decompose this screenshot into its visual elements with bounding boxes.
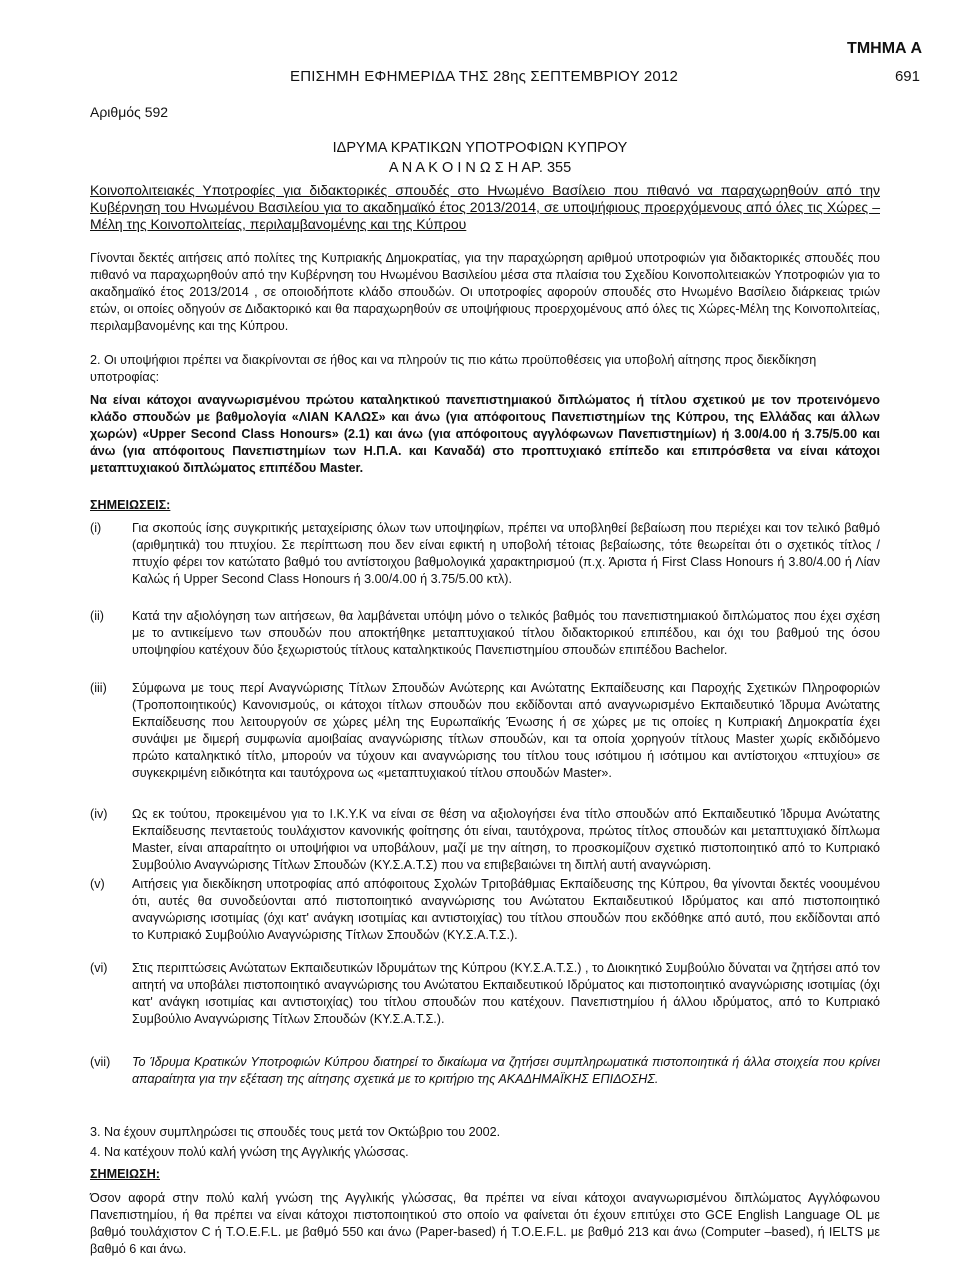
gazette-header: ΕΠΙΣΗΜΗ ΕΦΗΜΕΡΙΔΑ ΤΗΣ 28ης ΣΕΠΤΕΜΒΡΙΟΥ 2012 [290, 68, 679, 85]
note-text: Αιτήσεις για διεκδίκηση υποτροφίας από απόφοιτους Σχολών Τριτοβάθμιας Εκπαίδευσης της Κύπρου, θα γίνονται δεκτές νοουμένου ότι, αυτές θα συνοδεύονται από πιστοποιητικό αναγνώρισης του Ανώτατου Εκπαιδευτικού Ιδρύματος και από πιστοποιητικό αναγνώρισης ισοτιμίας (όχι κατ' ανάγκη ισοτιμίας και αντιστοιχίας) του τίτλου σπουδών που εκδόθηκε από αυτό, που εκδίδονται από το Κυπριακό Συμβούλιο Αναγνώρισης Τίτλων Σπουδών (ΚΥ.Σ.Α.Τ.Σ.). [132, 877, 880, 942]
note-number: (i) [90, 521, 102, 535]
point-3: 3. Να έχουν συμπληρώσει τις σπουδές τους μετά τον Οκτώβριο του 2002. [90, 1125, 501, 1139]
note-text: Για σκοπούς ίσης συγκριτικής μεταχείρισης όλων των υποψηφίων, πρέπει να υποβληθεί βεβαίωση που περιέχει και τον τελικό βαθμό (αριθμητικά) του πτυχίου. Σε περίπτωση που δεν είναι εφικτή η υποβολή τέτοιας βεβαίωσης, τότε θεωρείται ότι ο σχετικός τίτλος / πτυχίο φέρει τον κατώτατο βαθμό του αντίστοιχου βαθμολογικά χαρακτηρισμού (π.χ. Άριστα ή First Class Honours ή 3.80/4.00 ή Λίαν Καλώς ή Upper Second Class Honours ή 3.00/4.00 ή 3.75/5.00 κτλ). [132, 521, 880, 586]
point-4: 4. Να κατέχουν πολύ καλή γνώση της Αγγλικής γλώσσας. [90, 1145, 409, 1159]
intro-paragraph: Γίνονται δεκτές αιτήσεις από πολίτες της Κυπριακής Δημοκρατίας, για την παραχώρηση αριθμού υποτροφιών για διδακτορικές σπουδές που πιθανό να παραχωρηθούν από την Κυβέρνηση του Ηνωμένου Βασιλείου μέσα στα πλαίσια του Σχεδίου Κοινοπολιτειακών Υποτροφιών για το ακαδημαϊκό έτος 2013/2014 , σε οποιοδήποτε κλάδο σπουδών. Οι υποτροφίες αφορούν σπουδές στο Ηνωμένο Βασίλειο διάρκειας τριών ετών, οι οποίες οδηγούν σε Διδακτορικό και θα παραχωρηθούν σε υποψήφιους προερχομένους από όλες τις Χώρες-Μέλη της Κοινοπολιτείας, περιλαμβανομένης και της Κύπρου. [90, 251, 880, 333]
point-2-requirement: Να είναι κάτοχοι αναγνωρισμένου πρώτου καταληκτικού πανεπιστημιακού διπλώματος ή τίτλου σχετικού με τον προτεινόμενο κλάδο σπουδών με βαθμολογία «ΛΙΑΝ ΚΑΛΩΣ» και άνω (για απόφοιτους Πανεπιστημίων της Κύπρου, της Ελλάδας και άλλων χωρών) «Upper Second Class Honours» (2.1) και άνω (για απόφοιτους αγγλόφωνων Πανεπιστημίων) ή 3.00/4.00 ή 3.75/5.00 και άνω (για απόφοιτους Πανεπιστημίων των Η.Π.Α. και Καναδά) στο προπτυχιακό επίπεδο και επιπρόσθετα να είναι κάτοχοι μεταπτυχιακού διπλώματος επιπέδου Master. [90, 393, 880, 475]
note-number: (iii) [90, 681, 107, 695]
page-number: 691 [894, 68, 920, 85]
point-2-number: 2. [90, 353, 101, 367]
notes-heading: ΣΗΜΕΙΩΣΕΙΣ: [90, 498, 171, 512]
section-label: ΤΜΗΜΑ Α [847, 40, 922, 57]
issue-number: Αριθμός 592 [90, 104, 169, 120]
point-2 [90, 352, 880, 386]
note-text: Το Ίδρυμα Κρατικών Υποτροφιών Κύπρου διατηρεί το δικαίωμα να ζητήσει συμπληρωματικά πιστοποιητικά ή άλλα στοιχεία που κρίνει απαραίτητα για την εξέταση της αίτησης σχετικά με το κριτήριο της ΑΚΑΔΗΜΑΪΚΗΣ ΕΠΙΔΟΣΗΣ. [132, 1055, 880, 1086]
point-2-lead: Οι υποψήφιοι πρέπει να διακρίνονται σε ήθος και να πληρούν τις πιο κάτω προϋποθέσεις για υποβολή αίτησης προς διεκδίκηση υποτροφίας: [90, 353, 817, 384]
note-heading: ΣΗΜΕΙΩΣΗ: [90, 1167, 160, 1181]
note-number: (ii) [90, 609, 104, 623]
note-number: (iv) [90, 807, 108, 821]
announcement-title: Κοινοπολιτειακές Υποτροφίες για διδακτορικές σπουδές στο Ηνωμένο Βασίλειο που πιθανό να παραχωρηθούν από την Κυβέρνηση του Ηνωμένου Βασιλείου για το ακαδημαϊκό έτος 2013/2014, σε υποψήφιους προερχόμενους από όλες τις Χώρες – Μέλη της Κοινοπολιτείας, περιλαμβανομένης και της Κύπρου [90, 182, 880, 232]
note-number: (vii) [90, 1055, 111, 1069]
announcement-heading: Α Ν Α Κ Ο Ι Ν Ω Σ Η ΑΡ. 355 [388, 160, 572, 176]
note-text: Σύμφωνα με τους περί Αναγνώρισης Τίτλων Σπουδών Ανώτερης και Ανώτατης Εκπαίδευσης και Παροχής Σχετικών Πληροφοριών (Τροποποιητικούς) Κανονισμούς, οι κάτοχοι τίτλων σπουδών που εκδίδονται από αναγνωρισμένο Εκπαιδευτικό Ίδρυμα Ανώτατης Εκπαίδευσης που λειτουργούν σε χώρες μέλη της Ευρωπαϊκής Ένωσης ή σε χώρες με τις οποίες η Κυπριακή Δημοκρατία έχει συνάψει με διμερή συμφωνία αμοιβαίας αναγνώρισης τίτλων σπουδών, και τα οποία χορηγούν τίτλους Master χωρίς εκδιδόμενο πρώτο καταληκτικό τίτλο, μπορούν να τύχουν και αναγνώρισης του τίτλου τους ισότιμου ή ισότιμου και αντίστοιχου «πτυχίου» σε συγκεκριμένη ειδικότητα και ταυτόχρονα ως «μεταπτυχιακού τίτλου σπουδών Master». [132, 681, 880, 780]
note-number: (v) [90, 877, 105, 891]
note-number: (vi) [90, 961, 108, 975]
english-requirement-note: Όσον αφορά στην πολύ καλή γνώση της Αγγλικής γλώσσας, θα πρέπει να είναι κάτοχοι αναγνωρισμένου διπλώματος Αγγλόφωνου Πανεπιστημίου, ή θα πρέπει να είναι κάτοχοι πιστοποιητικού στο οποίο να φαίνεται ότι έχουν επιτύχει στο GCE English Language OL με βαθμό τουλάχιστον C ή T.O.E.F.L. με βαθμό 550 και άνω (Paper-based) ή T.O.E.F.L. με βαθμό 213 και άνω (Computer –based), ή IELTS με βαθμό 6 και άνω. [90, 1191, 880, 1256]
note-text: Κατά την αξιολόγηση των αιτήσεων, θα λαμβάνεται υπόψη μόνο ο τελικός βαθμός του πανεπιστημιακού διπλώματος που έχει σχέση με το αντικείμενο των σπουδών που αποκτήθηκε μεταπτυχιακού τίτλου διδακτορικού επιπέδου, και όχι του βαθμού της όσου υποψηφίου κατέχουν δύο ξεχωριστούς τίτλους καταληκτικούς Πανεπιστημίου σπουδών επιπέδου Bachelor. [132, 609, 880, 657]
institution-name: ΙΔΡΥΜΑ ΚΡΑΤΙΚΩΝ ΥΠΟΤΡΟΦΙΩΝ ΚΥΠΡΟΥ [332, 140, 628, 156]
note-text: Στις περιπτώσεις Ανώτατων Εκπαιδευτικών Ιδρυμάτων της Κύπρου (ΚΥ.Σ.Α.Τ.Σ.) , το Διοικητικό Συμβούλιο δύναται να ζητήσει από τον αιτητή να υποβάλει πιστοποιητικό αναγνώρισης του Ανώτατου Εκπαιδευτικού Ιδρύματος και πιστοποιητικό αναγνώρισης ισοτιμίας (όχι κατ' ανάγκη ισοτιμίας και αντιστοιχίας) του τίτλου σπουδών που κατέχουν. Πανεπιστημίου ή άλλου ιδρύματος, από το Κυπριακό Συμβούλιο Αναγνώρισης Τίτλων Σπουδών (ΚΥ.Σ.Α.Τ.Σ.). [132, 961, 880, 1026]
note-text: Ως εκ τούτου, προκειμένου για το Ι.Κ.Υ.Κ να είναι σε θέση να αξιολογήσει ένα τίτλο σπουδών από Εκπαιδευτικό Ίδρυμα Ανώτατης Εκπαίδευσης πενταετούς τουλάχιστον κανονικής φοίτησης ότι είναι, ταυτόχρονα, πρώτος τίτλος σπουδών και μεταπτυχιακό δίπλωμα Master, είναι απαραίτητο οι υποψήφιοι να υποβάλουν, μαζί με την αίτηση, το προσκομίζουν σχετικό πιστοποιητικό από το Κυπριακό Συμβούλιο Αναγνώρισης Τίτλων Σπουδών (ΚΥ.Σ.Α.Τ.Σ) που να επιβεβαιώνει τη διπλή αυτή αναγνώριση. [132, 807, 880, 872]
